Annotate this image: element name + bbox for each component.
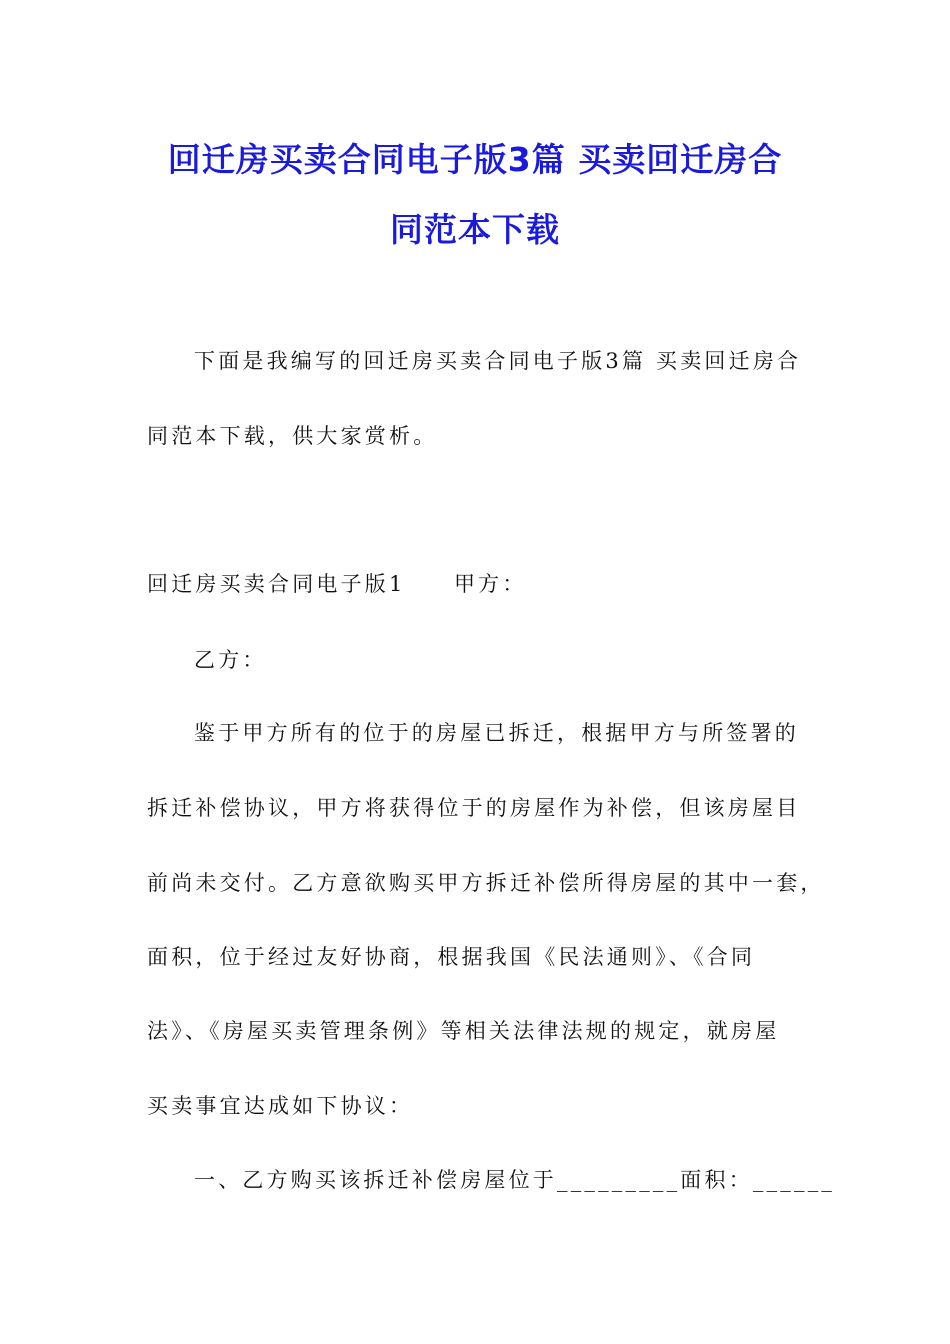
paragraph-line: 买卖事宜达成如下协议：	[147, 1094, 414, 1118]
clause-1: 一、乙方购买该拆迁补偿房屋位于_________面积：______	[194, 1168, 836, 1192]
paragraph-line: 鉴于甲方所有的位于的房屋已拆迁，根据甲方与所签署的	[194, 721, 799, 745]
document-title-line-1: 回迁房买卖合同电子版3篇 买卖回迁房合	[167, 140, 783, 179]
paragraph-line: 前尚未交付。乙方意欲购买甲方拆迁补偿所得房屋的其中一套，	[147, 871, 825, 895]
paragraph-line: 拆迁补偿协议，甲方将获得位于的房屋作为补偿，但该房屋目	[147, 796, 801, 820]
party-b-label: 乙方：	[194, 648, 267, 672]
intro-line-1: 下面是我编写的回迁房买卖合同电子版3篇 买卖回迁房合	[194, 349, 802, 373]
intro-line-2: 同范本下载，供大家赏析。	[147, 424, 438, 448]
paragraph-line: 面积，位于经过友好协商，根据我国《民法通则》、《合同	[147, 945, 756, 969]
contract-heading: 回迁房买卖合同电子版1 甲方：	[147, 572, 527, 596]
paragraph-line: 法》、《房屋买卖管理条例》等相关法律法规的规定，就房屋	[147, 1019, 780, 1043]
document-title-line-2: 同范本下载	[390, 210, 560, 249]
